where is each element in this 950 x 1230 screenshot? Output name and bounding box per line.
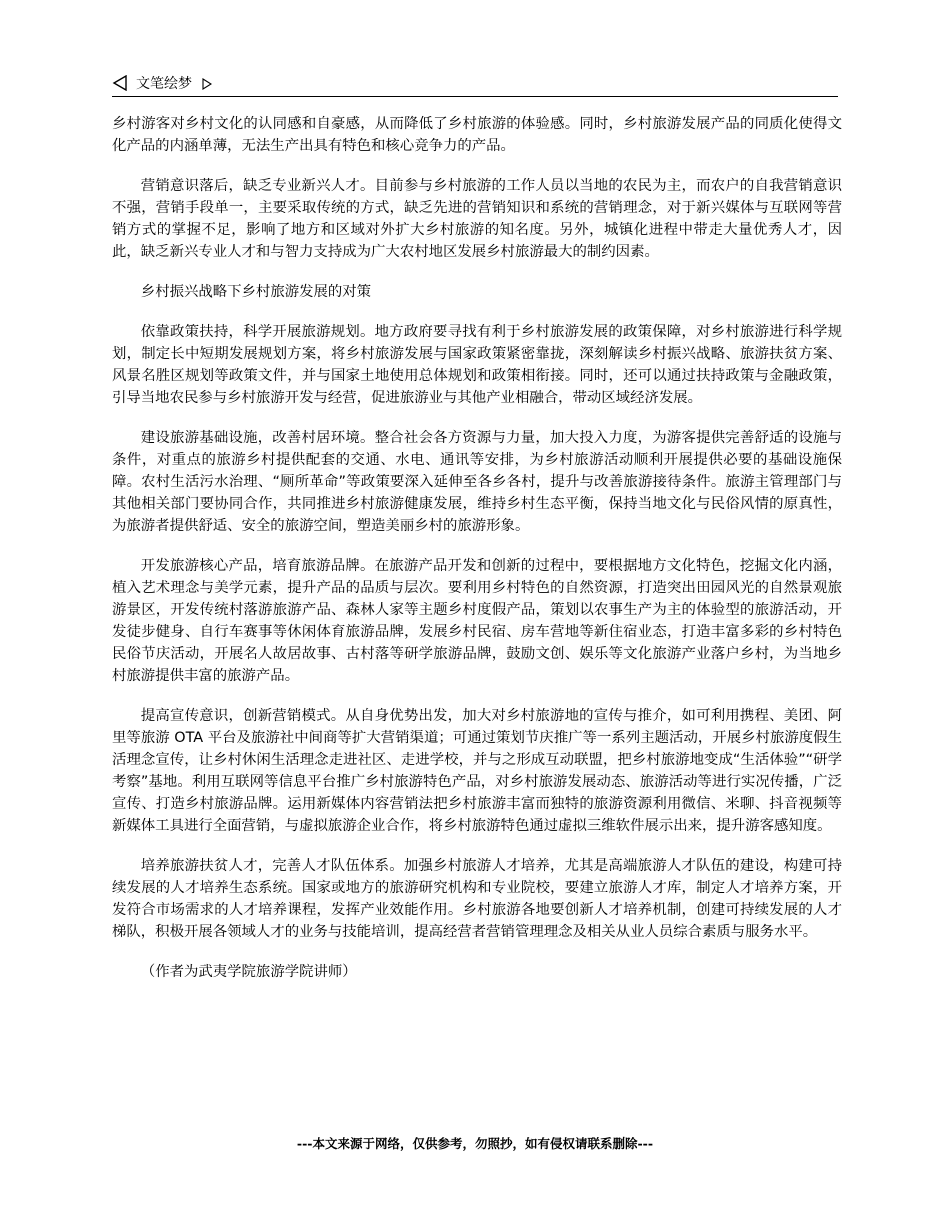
paragraph: 提高宣传意识，创新营销模式。从自身优势出发，加大对乡村旅游地的宣传与推介，如可利用携程、美团、阿里等旅游 OTA 平台及旅游社中间商等扩大营销渠道；可通过策划节庆推广等一系列主题活动，开展乡村旅游度假生活理念宣传，让乡村休闲生活理念走进社区、走进学校，并与之形成互动联盟，把乡村旅游地变成“生活体验”“研学考察”基地。利用互联网等信息平台推广乡村旅游特色产品，对乡村旅游发展动态、旅游活动等进行实况传播，广泛宣传、打造乡村旅游品牌。运用新媒体内容营销法把乡村旅游丰富而独特的旅游资源利用微信、米聊、抖音视频等新媒体工具进行全面营销，与虚拟旅游企业合作，将乡村旅游特色通过虚拟三维软件展示出来，提升游客感知度。 [112,708,842,834]
triangle-left-outline-icon [112,75,128,95]
section-heading: 乡村振兴战略下乡村旅游发展的对策 [140,284,372,300]
page-header [112,72,838,97]
paragraph: 依靠政策扶持，科学开展旅游规划。地方政府要寻找有利于乡村旅游发展的政策保障，对乡村旅游进行科学规划，制定长中短期发展规划方案，将乡村旅游发展与国家政策紧密靠拢，深刻解读乡村振兴战略、旅游扶贫方案、风景名胜区规划等政策文件，并与国家土地使用总体规划和政策相衔接。同时，还可以通过扶持政策与金融政策，引导当地农民参与乡村旅游开发与经营，促进旅游业与其他产业相融合，带动区域经济发展。 [112,324,842,406]
header-title: 文笔绘梦 [136,76,192,92]
author-note: （作者为武夷学院旅游学院讲师） [140,964,357,980]
triangle-right-outline-icon [202,75,212,94]
paragraph: 开发旅游核心产品，培育旅游品牌。在旅游产品开发和创新的过程中，要根据地方文化特色，挖掘文化内涵，植入艺术理念与美学元素，提升产品的品质与层次。要利用乡村特色的自然资源，打造突出田园风光的自然景观旅游景区，开发传统村落游旅游产品、森林人家等主题乡村度假产品，策划以农事生产为主的体验型的旅游活动，开发徒步健身、自行车赛事等休闲体育旅游品牌，发展乡村民宿、房车营地等新住宿业态，打造丰富多彩的乡村特色民俗节庆活动，开展名人故居故事、古村落等研学旅游品牌，鼓励文创、娱乐等文化旅游产业落户乡村，为当地乡村旅游提供丰富的旅游产品。 [112,558,842,684]
paragraph: 建设旅游基础设施，改善村居环境。整合社会各方资源与力量，加大投入力度，为游客提供完善舒适的设施与条件，对重点的旅游乡村提供配套的交通、水电、通讯等安排，为乡村旅游活动顺利开展提供必要的基础设施保障。农村生活污水治理、“厕所革命”等政策要深入延伸至各乡各村，提升与改善旅游接待条件。旅游主管理部门与其他相关部门要协同合作，共同推进乡村旅游健康发展，维持乡村生态平衡，保持当地文化与民俗风情的原真性，为旅游者提供舒适、安全的旅游空间，塑造美丽乡村的旅游形象。 [112,430,842,534]
paragraph: 培养旅游扶贫人才，完善人才队伍体系。加强乡村旅游人才培养，尤其是高端旅游人才队伍的建设，构建可持续发展的人才培养生态系统。国家或地方的旅游研究机构和专业院校，要建立旅游人才库，制定人才培养方案，开发符合市场需求的人才培养课程，发挥产业效能作用。乡村旅游各地要创新人才培养机制，创建可持续发展的人才梯队，积极开展各领域人才的业务与技能培训，提高经营者营销管理理念及相关从业人员综合素质与服务水平。 [112,858,842,940]
paragraph: 营销意识落后，缺乏专业新兴人才。目前参与乡村旅游的工作人员以当地的农民为主，而农户的自我营销意识不强，营销手段单一，主要采取传统的方式，缺乏先进的营销知识和系统的营销理念，对于新兴媒体与互联网等营销方式的掌握不足，影响了地方和区域对外扩大乡村旅游的知名度。另外，城镇化进程中带走大量优秀人才，因此，缺乏新兴专业人才和与智力支持成为广大农村地区发展乡村旅游最大的制约因素。 [112,178,842,260]
article-body [112,113,842,983]
paragraph: 乡村游客对乡村文化的认同感和自豪感，从而降低了乡村旅游的体验感。同时，乡村旅游发展产品的同质化使得文化产品的内涵单薄，无法生产出具有特色和核心竞争力的产品。 [112,116,842,154]
page-footer: ---本文来源于网络，仅供参考，勿照抄，如有侵权请联系删除--- [296,1136,654,1151]
